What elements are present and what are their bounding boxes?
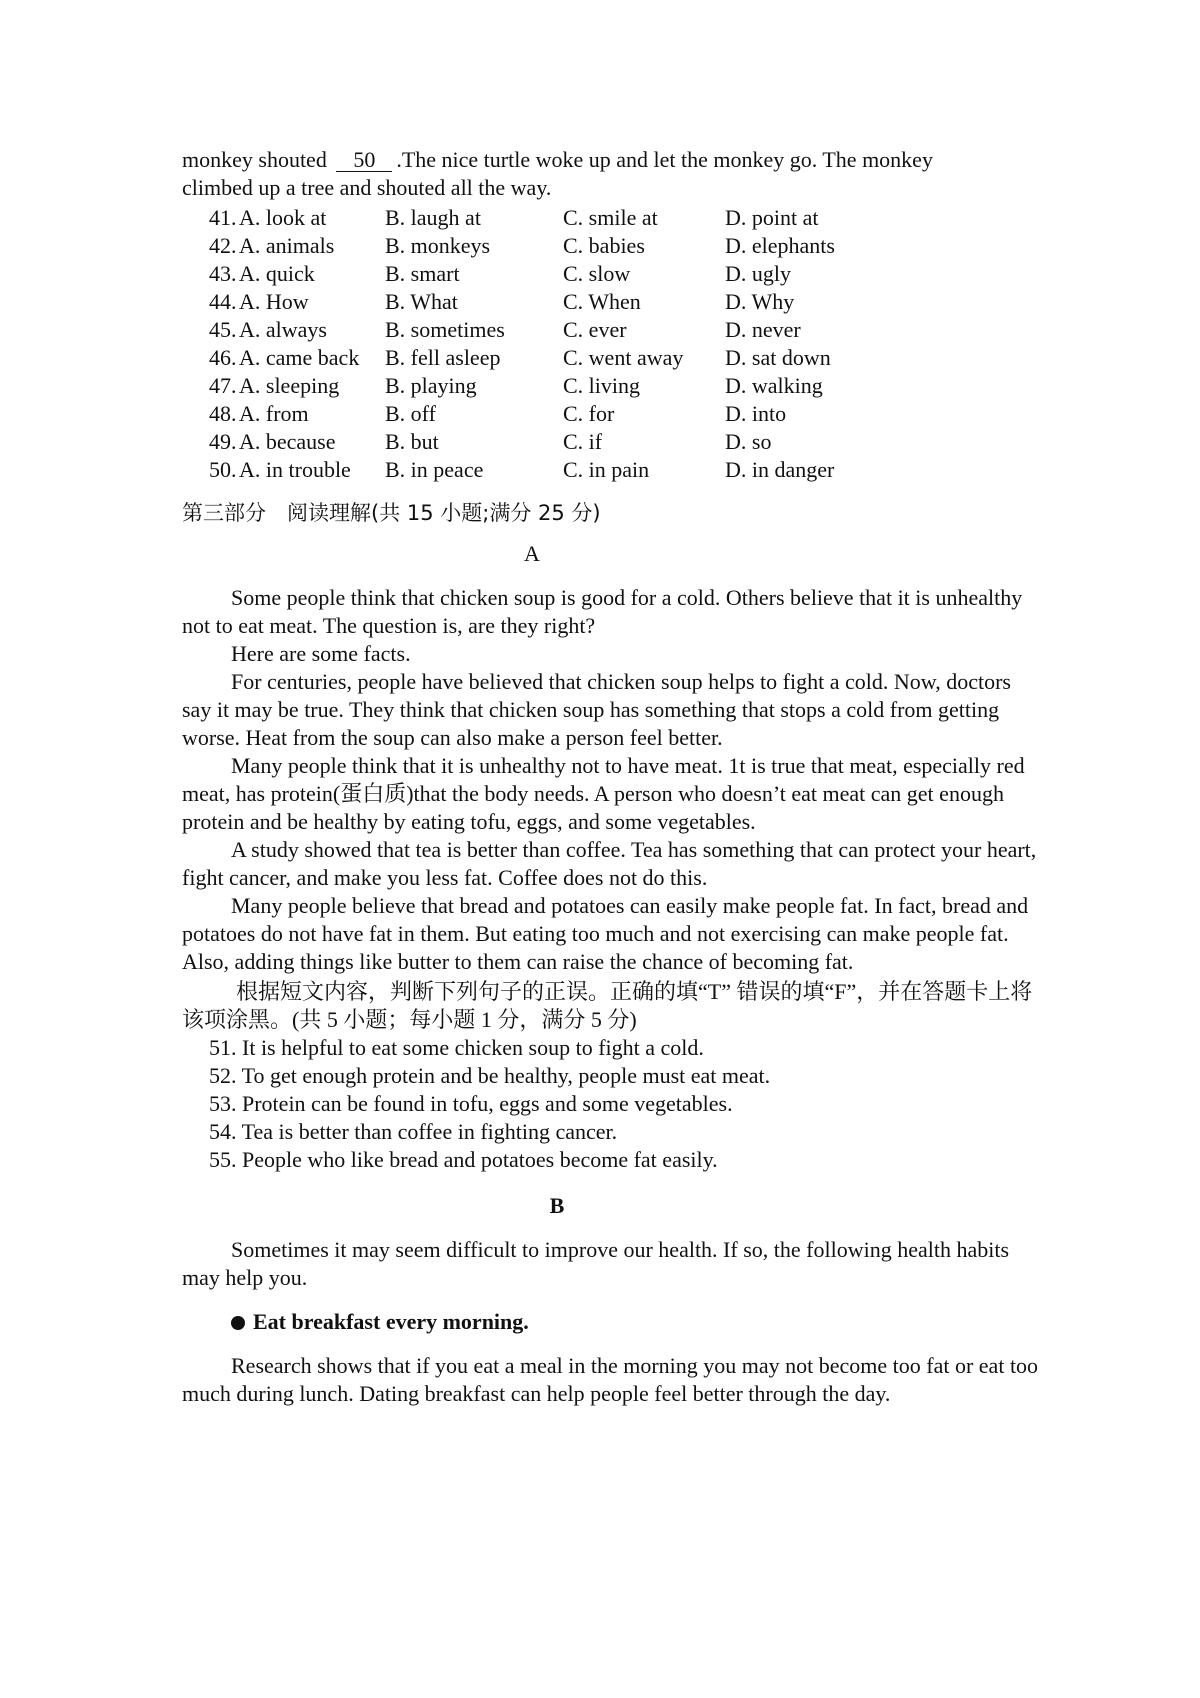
option-d: D. never [725,317,801,342]
question-row [182,260,1042,288]
question-number: 41. [209,205,237,230]
cloze-options-table [182,204,1042,484]
page-content [182,146,1042,1408]
question-row [182,372,1042,400]
question-number: 48. [209,401,237,426]
section-title: 第三部分 阅读理解(共 15 小题;满分 25 分) [182,501,601,525]
option-a: A. from [239,401,309,426]
option-a: A. look at [239,205,327,230]
intro-line-2: climbed up a tree and shouted all the way. [182,175,552,200]
option-c: C. if [563,429,603,454]
option-a: A. in trouble [239,457,351,482]
option-d: D. point at [725,205,819,230]
intro-text-a: monkey shouted [182,147,327,172]
option-a: A. sleeping [239,373,340,398]
question-number: 50. [209,457,237,482]
option-c: C. went away [563,345,684,370]
habit-heading [182,1308,1042,1336]
option-b: B. playing [385,373,477,398]
question-row [182,400,1042,428]
option-d: D. Why [725,289,795,314]
question-number: 42. [209,233,237,258]
option-c: C. slow [563,261,631,286]
statement-item: 53. Protein can be found in tofu, eggs and some vegetables. [209,1091,733,1116]
option-a: A. always [239,317,327,342]
question-row [182,456,1042,484]
option-d: D. elephants [725,233,835,258]
option-d: D. walking [725,373,823,398]
option-a: A. How [239,289,309,314]
question-number: 47. [209,373,237,398]
question-row [182,344,1042,372]
option-d: D. sat down [725,345,831,370]
option-b: B. fell asleep [385,345,501,370]
option-b: B. sometimes [385,317,505,342]
passage-a-paragraph: A study showed that tea is better than coffee. Tea has something that can protect your heart, fight cancer, and make you less fat. Coffee does not do this. [182,837,1037,890]
statement-item: 52. To get enough protein and be healthy, people must eat meat. [209,1063,771,1088]
intro-text-b: .The nice turtle woke up and let the monkey go. The monkey [396,147,933,172]
option-a: A. because [239,429,336,454]
option-a: A. quick [239,261,315,286]
passage-a-letter: A [524,541,540,566]
question-number: 43. [209,261,237,286]
spacer [182,1220,1042,1236]
question-number: 44. [209,289,237,314]
spacer [182,568,1042,584]
passage-a-paragraph: Many people believe that bread and potatoes can easily make people fat. In fact, bread and potatoes do not have fat in them. But eating too much and not exercising can make people fat. Also, adding things like butter to them can raise the chance of becoming fat. [182,893,1029,974]
habit-heading-text: Eat breakfast every morning. [253,1309,529,1334]
question-row [182,204,1042,232]
habit-paragraph: Research shows that if you eat a meal in the morning you may not become too fat or eat too much during lunch. Dating breakfast can help people feel better through the day. [182,1353,1039,1406]
option-c: C. ever [563,317,627,342]
passage-b-intro: Sometimes it may seem difficult to improve our health. If so, the following health habits may help you. [182,1237,1010,1290]
passage-b-letter: B [549,1193,565,1218]
answer-blank: 50 [336,149,392,172]
option-b: B. What [385,289,458,314]
option-b: B. monkeys [385,233,491,258]
option-d: D. in danger [725,457,835,482]
question-row [182,232,1042,260]
bullet-icon [231,1316,245,1330]
true-false-statements [182,1034,1042,1174]
option-b: B. off [385,401,436,426]
option-d: D. into [725,401,787,426]
option-a: A. came back [239,345,360,370]
statement-item: 55. People who like bread and potatoes become fat easily. [209,1147,718,1172]
passage-a-paragraph: Here are some facts. [231,641,411,666]
option-c: C. for [563,401,615,426]
option-c: C. babies [563,233,645,258]
option-a: A. animals [239,233,335,258]
statement-item: 51. It is helpful to eat some chicken soup to fight a cold. [209,1035,704,1060]
question-number: 46. [209,345,237,370]
true-false-instruction: 根据短文内容，判断下列句子的正误。正确的填“T” 错误的填“F”，并在答题卡上将该项涂黑。(共 5 小题；每小题 1 分，满分 5 分) [182,979,1033,1032]
question-number: 45. [209,317,237,342]
option-c: C. in pain [563,457,650,482]
question-row [182,428,1042,456]
option-b: B. in peace [385,457,484,482]
question-number: 49. [209,429,237,454]
passage-a-paragraph: Some people think that chicken soup is good for a cold. Others believe that it is unhealthy not to eat meat. The question is, are they right? [182,585,1023,638]
question-row [182,316,1042,344]
statement-item: 54. Tea is better than coffee in fighting cancer. [209,1119,618,1144]
passage-a-paragraph: For centuries, people have believed that chicken soup helps to fight a cold. Now, doctors say it may be true. They think that chicken soup has something that stops a cold from getting worse. Heat from the soup can also make a person feel better. [182,669,1011,750]
option-c: C. living [563,373,641,398]
option-c: C. When [563,289,641,314]
spacer [182,1336,1042,1352]
option-d: D. ugly [725,261,791,286]
option-b: B. but [385,429,439,454]
passage-a-paragraph: Many people think that it is unhealthy not to have meat. 1t is true that meat, especially red meat, has protein(蛋白质)that the body needs. A person who doesn’t eat meat can get enough protein and be healthy by eating tofu, eggs, and some vegetables. [182,753,1025,834]
intro-line-1 [182,146,1042,174]
option-b: B. laugh at [385,205,481,230]
question-row [182,288,1042,316]
option-d: D. so [725,429,772,454]
option-b: B. smart [385,261,460,286]
option-c: C. smile at [563,205,658,230]
